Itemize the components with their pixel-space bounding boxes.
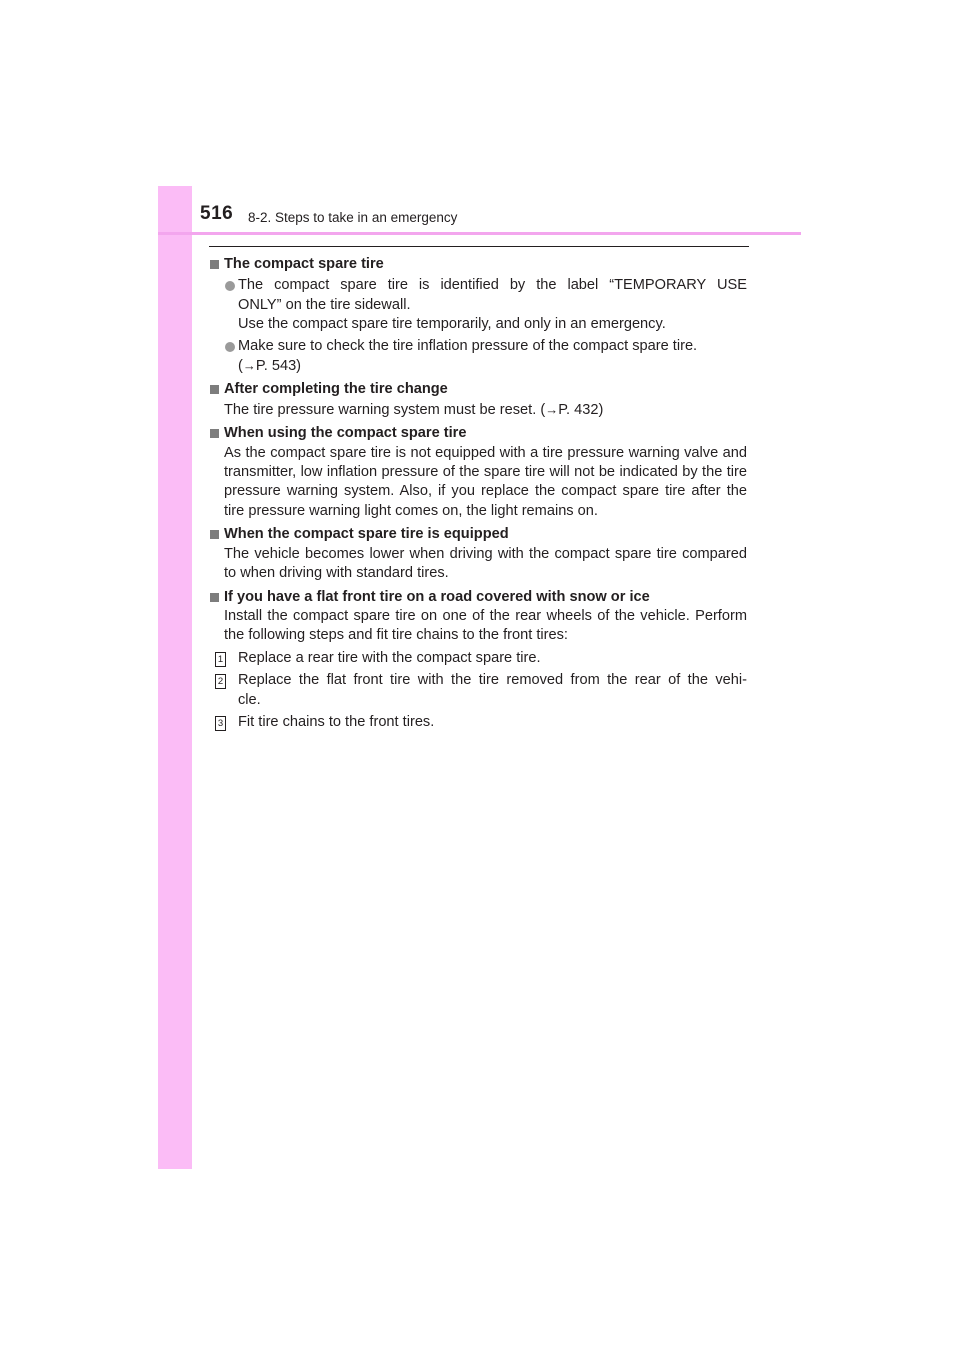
step-item xyxy=(210,649,747,668)
step-item xyxy=(210,671,747,710)
page-content xyxy=(210,255,747,736)
circle-bullet-icon xyxy=(225,281,235,291)
bullet-text-line: Use the compact spare tire temporarily, and only in an emergency. xyxy=(238,316,666,333)
square-bullet-icon xyxy=(210,593,219,602)
step-number-1: 1 xyxy=(215,652,226,667)
section-color-band xyxy=(158,186,192,1169)
section-body: As the compact spare tire is not equipped with a tire pressure warning valve and transmitter, low inflation pressure of the spare tire will not be indicated by the tire pressure warning system. Also, if you replace the compact spare tire after the tire pressure warning light comes on, the light remains on. xyxy=(224,444,747,519)
bullet-text-line: ONLY” on the tire sidewall. xyxy=(238,296,411,313)
step-item xyxy=(210,713,747,732)
section-heading: After completing the tire change xyxy=(210,380,747,399)
section-title: 8-2. Steps to take in an emergency xyxy=(248,210,458,225)
section-compact-spare-tire xyxy=(210,255,747,376)
step-number-3: 3 xyxy=(215,716,226,731)
circle-bullet-icon xyxy=(225,342,235,352)
step-text: Fit tire chains to the front tires. xyxy=(238,713,435,730)
section-compact-spare-equipped xyxy=(210,525,747,583)
section-heading: When using the compact spare tire xyxy=(210,424,747,443)
bullet-text-line: The compact spare tire is identified by the label “TEMPORARY USE xyxy=(238,277,747,294)
step-number-2: 2 xyxy=(215,674,226,689)
section-using-compact-spare xyxy=(210,424,747,521)
square-bullet-icon xyxy=(210,385,219,394)
section-heading: The compact spare tire xyxy=(210,255,747,274)
bullet-item xyxy=(210,337,747,377)
content-top-rule xyxy=(209,246,749,247)
section-flat-front-tire-snow xyxy=(210,588,747,733)
bullet-item xyxy=(210,276,747,334)
section-heading: When the compact spare tire is equipped xyxy=(210,525,747,544)
square-bullet-icon xyxy=(210,429,219,438)
section-body: The vehicle becomes lower when driving with the compact spare tire compared to when driving with standard tires. xyxy=(224,545,747,582)
page-reference[interactable]: (→P. 543) xyxy=(238,358,302,375)
header-rule xyxy=(158,232,801,235)
step-text: Replace a rear tire with the compact spare tire. xyxy=(238,649,541,666)
bullet-text: Make sure to check the tire inflation pressure of the compact spare tire. xyxy=(238,337,698,354)
arrow-right-icon: → xyxy=(242,358,256,374)
square-bullet-icon xyxy=(210,530,219,539)
section-heading: If you have a flat front tire on a road covered with snow or ice xyxy=(210,588,747,607)
step-text-line: Replace the flat front tire with the tire removed from the rear of the vehi- xyxy=(238,672,747,689)
page-number: 516 xyxy=(200,203,234,224)
square-bullet-icon xyxy=(210,260,219,269)
page-reference[interactable]: →P. 432) xyxy=(545,401,604,418)
arrow-right-icon: → xyxy=(545,401,559,417)
section-body: The tire pressure warning system must be reset. (→P. 432) xyxy=(224,401,604,418)
section-after-tire-change xyxy=(210,380,747,420)
step-text-line: cle. xyxy=(238,691,261,708)
section-body: Install the compact spare tire on one of the rear wheels of the vehicle. Perform the following steps and fit tire chains to the front tires: xyxy=(224,607,747,644)
